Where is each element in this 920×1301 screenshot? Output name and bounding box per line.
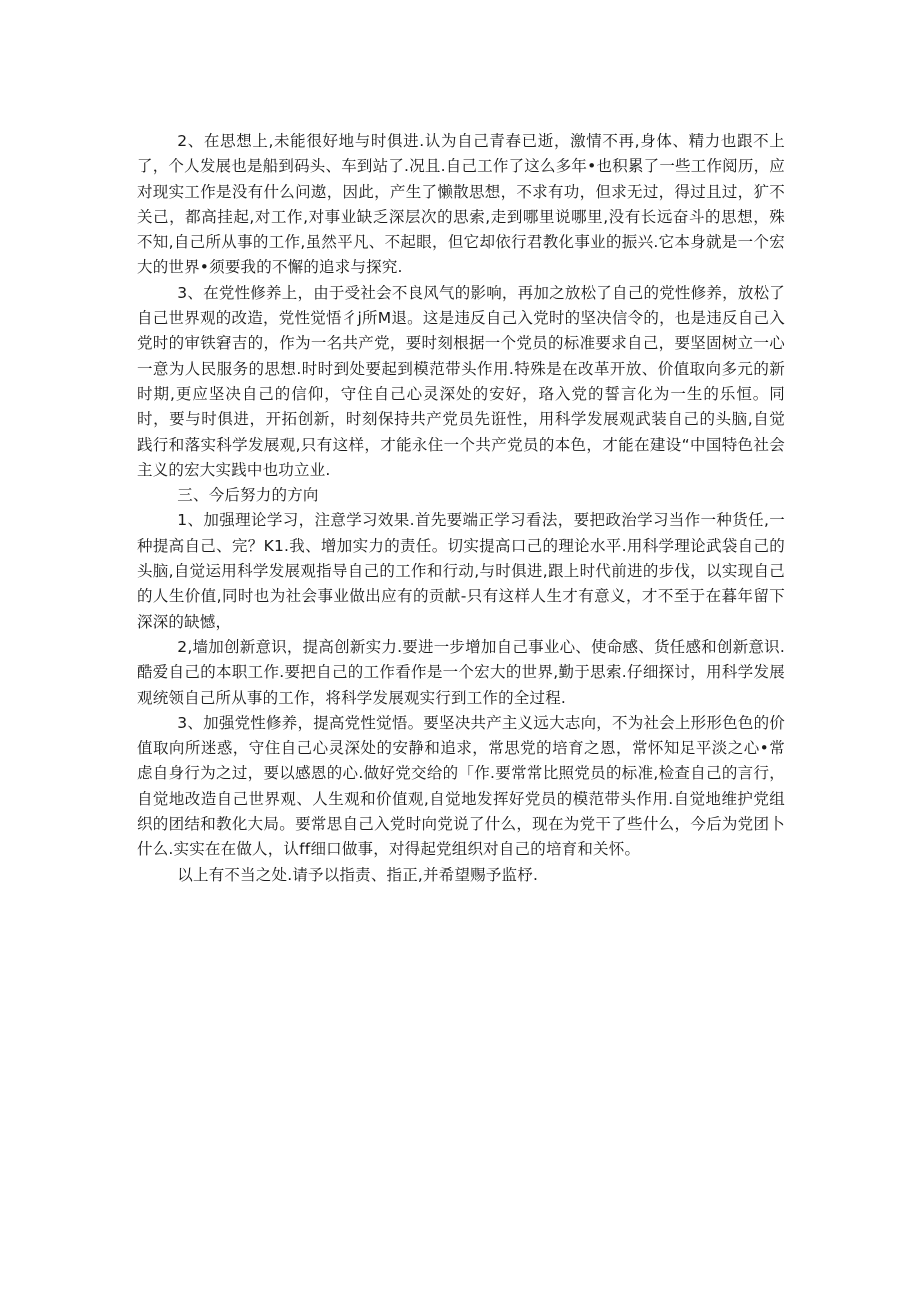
paragraph-innovation: 2,墙加创新意识，提高创新实力.要进一步增加自己事业心、使命感、货任感和创新意识.酷爱自己的本职工作.要把自己的工作看作是一个宏大的世界,勤于思索.仔细探讨，用科学发展观统领自己所从事的工作，将科学发展观实行到工作的全过程. bbox=[137, 637, 785, 707]
paragraph-party-cultivation: 3、在党性修养上，由于受社会不良风气的影响，再加之放松了自己的党性修养，放松了自己世界观的改造，党性觉悟彳j所M退。这是违反自己入党时的坚决信令的，也是违反自己入党时的审铁窘吉的，作为一名共产党，要时刻根据一个党员的标准要求自己，要坚固树立一心一意为人民服务的思想.时时到处要起到模范带头作用.特殊是在改革开放、价值取向多元的新时期,更应坚决自己的信仰，守住自己心灵深处的安好，珞入党的誓言化为一生的乐恒。同时，要与时俱进，开拓创新，时刻保持共产党员先诳性，用科学发展观武装自己的头脑,自觉践行和落实科学发展观,只有这样，才能永住一个共产党员的本色，才能在建设“中国特色社会主义的宏大实践中也功立业. bbox=[137, 283, 785, 479]
document-body bbox=[137, 129, 785, 888]
paragraph-thinking: 2、在思想上,未能很好地与时俱进.认为自己青春已逝，激情不再,身体、精力也跟不上了，个人发展也是船到码头、车到站了.况且.自己工作了这么多年•也积累了一些工作阅历，应对现实工作是没有什么问遨，因此，产生了懒散思想，不求有功，但求无过，得过且过，犷不关己，都高挂起,对工作,对事业缺乏深层次的思索,走到哪里说哪里,没有长远奋斗的思想，殊不知,自己所从事的工作,虽然平凡、不起眼，但它却依行君教化事业的振兴.它本身就是一个宏大的世界•须要我的不懈的追求与探究. bbox=[137, 132, 785, 277]
paragraph-closing: 以上有不当之处.请予以指责、指正,并希望赐予监杼. bbox=[177, 865, 539, 884]
section-heading-future-direction: 三、今后努力的方向 bbox=[177, 486, 319, 505]
paragraph-theory-study: 1、加强理论学习，注意学习效果.首先要端正学习看法，要把政治学习当作一种货任,一种提高自己、完？K1.我、增加实力的责任。切实提高口己的理论水平.用科学理论武袋自己的头脑,自觉运用科学发展观指导自己的工作和行动,与时俱进,跟上时代前进的步伐，以实现自己的人生价值,同时也为社会事业做出应有的贡献-只有这样人生才有意义，才不至于在暮年留下深深的缺憾， bbox=[137, 511, 785, 631]
paragraph-strengthen-party-spirit: 3、加强党性修养，提高党性觉悟。要坚决共产主义远大志向，不为社会上形形色色的价值取向所迷惑，守住自己心灵深处的安静和追求，常思党的培育之恩，常怀知足平淡之心•常虑自身行为之过，要以感恩的心.做好党交给的「作.要常常比照党员的标准,检查自己的言行，自觉地改造自己世界观、人生观和价值观,自觉地发挥好党员的模范带头作用.自觉地维护党组织的团结和教化大局。要常思自己入党时向党说了什么，现在为党干了些什么，今后为党团卜什么.实实在在做人，认ff细口做事，对得起党组织对自己的培育和关怀。 bbox=[137, 713, 785, 859]
